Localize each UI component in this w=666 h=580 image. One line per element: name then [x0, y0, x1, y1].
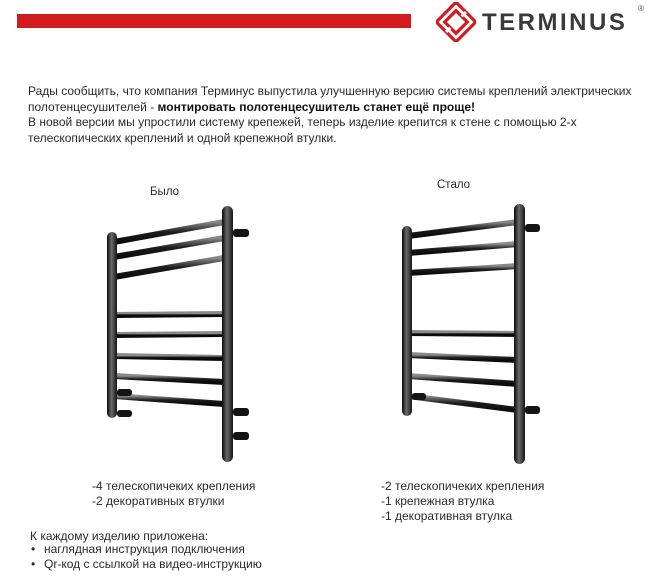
spec-item: -1 декоративная втулка — [381, 509, 513, 523]
spec-item: -2 телескопичеких крепления — [381, 479, 545, 493]
included-title: К каждому изделию приложена: — [30, 529, 209, 543]
after-specs — [381, 479, 544, 524]
intro-line-1: Рады сообщить, что компания Терминус выпустила улучшенную версию системы креплений электрических полотенцесушителей - — [28, 84, 632, 114]
brand-logo — [436, 0, 661, 44]
towel-rack-after-image — [394, 200, 544, 468]
spec-item: -2 декоративных втулки — [92, 494, 225, 508]
intro-paragraph-2: В новой версии мы упростили систему крепежей, теперь изделие крепится к стене с помощью 2-х телескопических креплений и одной крепежной втулки. — [28, 115, 577, 145]
terminus-logo-icon — [436, 2, 476, 42]
before-specs — [92, 479, 255, 509]
towel-rack-before-image — [100, 198, 260, 468]
list-item: • Qr-код с ссылкой на видео-инструкцию — [30, 557, 262, 572]
included-list — [30, 542, 262, 572]
before-label: Было — [150, 186, 180, 198]
red-accent-bar — [17, 14, 411, 28]
registered-mark: ® — [638, 4, 644, 13]
brand-name: TERMINUS — [482, 9, 628, 36]
intro-paragraph-1 — [28, 84, 643, 115]
intro-text — [28, 84, 643, 146]
intro-bold-text: монтировать полотенцесушитель станет ещё проще! — [157, 99, 476, 114]
spec-item: -1 крепежная втулка — [381, 494, 495, 508]
after-label: Стало — [437, 179, 471, 191]
spec-item: -4 телескопичеких крепления — [92, 479, 256, 493]
list-item: • наглядная инструкция подключения — [30, 542, 262, 557]
